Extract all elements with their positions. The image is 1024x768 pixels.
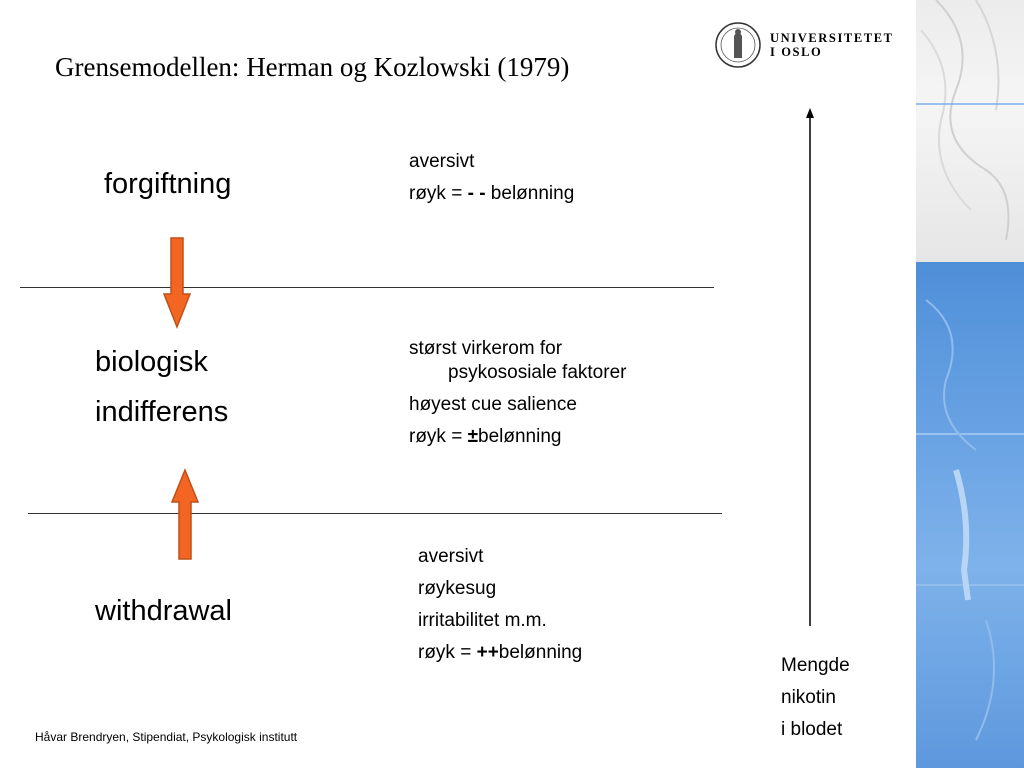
logo-text-line2: I OSLO [770,45,823,59]
description-middle [409,337,626,453]
reward-suffix: belønning [485,183,575,204]
reward-line [409,178,574,210]
university-seal-icon [714,20,762,70]
reward-line [409,421,626,453]
axis-label-line: Mengde [781,655,850,676]
description-top [409,146,574,210]
reward-prefix: røyk = [409,183,468,204]
slide-title: Grensemodellen: Herman og Kozlowski (1979) [55,52,570,82]
axis-label-line: nikotin [781,687,836,708]
logo-text-line1: UNIVERSITETET [770,31,894,45]
reward-symbol: ++ [476,642,499,663]
description-line: røykesug [418,578,497,599]
level-label-withdrawal: withdrawal [95,595,232,627]
description-line: irritabilitet m.m. [418,610,547,631]
divider-line-lower [28,513,722,514]
description-line: størst virkerom for [409,338,563,359]
reward-symbol: - - [467,183,486,204]
description-line: aversivt [409,151,475,172]
reward-suffix: belønning [478,426,562,447]
description-line: aversivt [418,546,484,567]
level-label-forgiftning: forgiftning [104,168,232,200]
reward-line [418,637,582,669]
reward-prefix: røyk = [418,642,477,663]
reward-suffix: belønning [498,642,583,663]
description-line: høyest cue salience [409,394,577,415]
description-line-indented: psykososiale faktorer [448,362,627,383]
level-label-biologisk: biologisk [95,346,208,378]
reward-prefix: røyk = [409,426,468,447]
up-arrow-icon [170,468,200,562]
down-arrow-icon [162,236,192,330]
level-label-indifferens: indifferens [95,396,229,428]
divider-line-upper [20,287,714,288]
reward-symbol: ± [467,426,479,447]
nicotine-axis-arrow-icon [802,106,818,628]
side-sculpture-image [916,0,1024,768]
university-logo [714,20,904,70]
logo-text [770,31,894,59]
slide-footer: Håvar Brendryen, Stipendiat, Psykologisk institutt [35,730,298,744]
side-decoration [916,0,1024,768]
axis-label [781,650,850,746]
axis-label-line: i blodet [781,719,843,740]
description-bottom [418,541,582,669]
